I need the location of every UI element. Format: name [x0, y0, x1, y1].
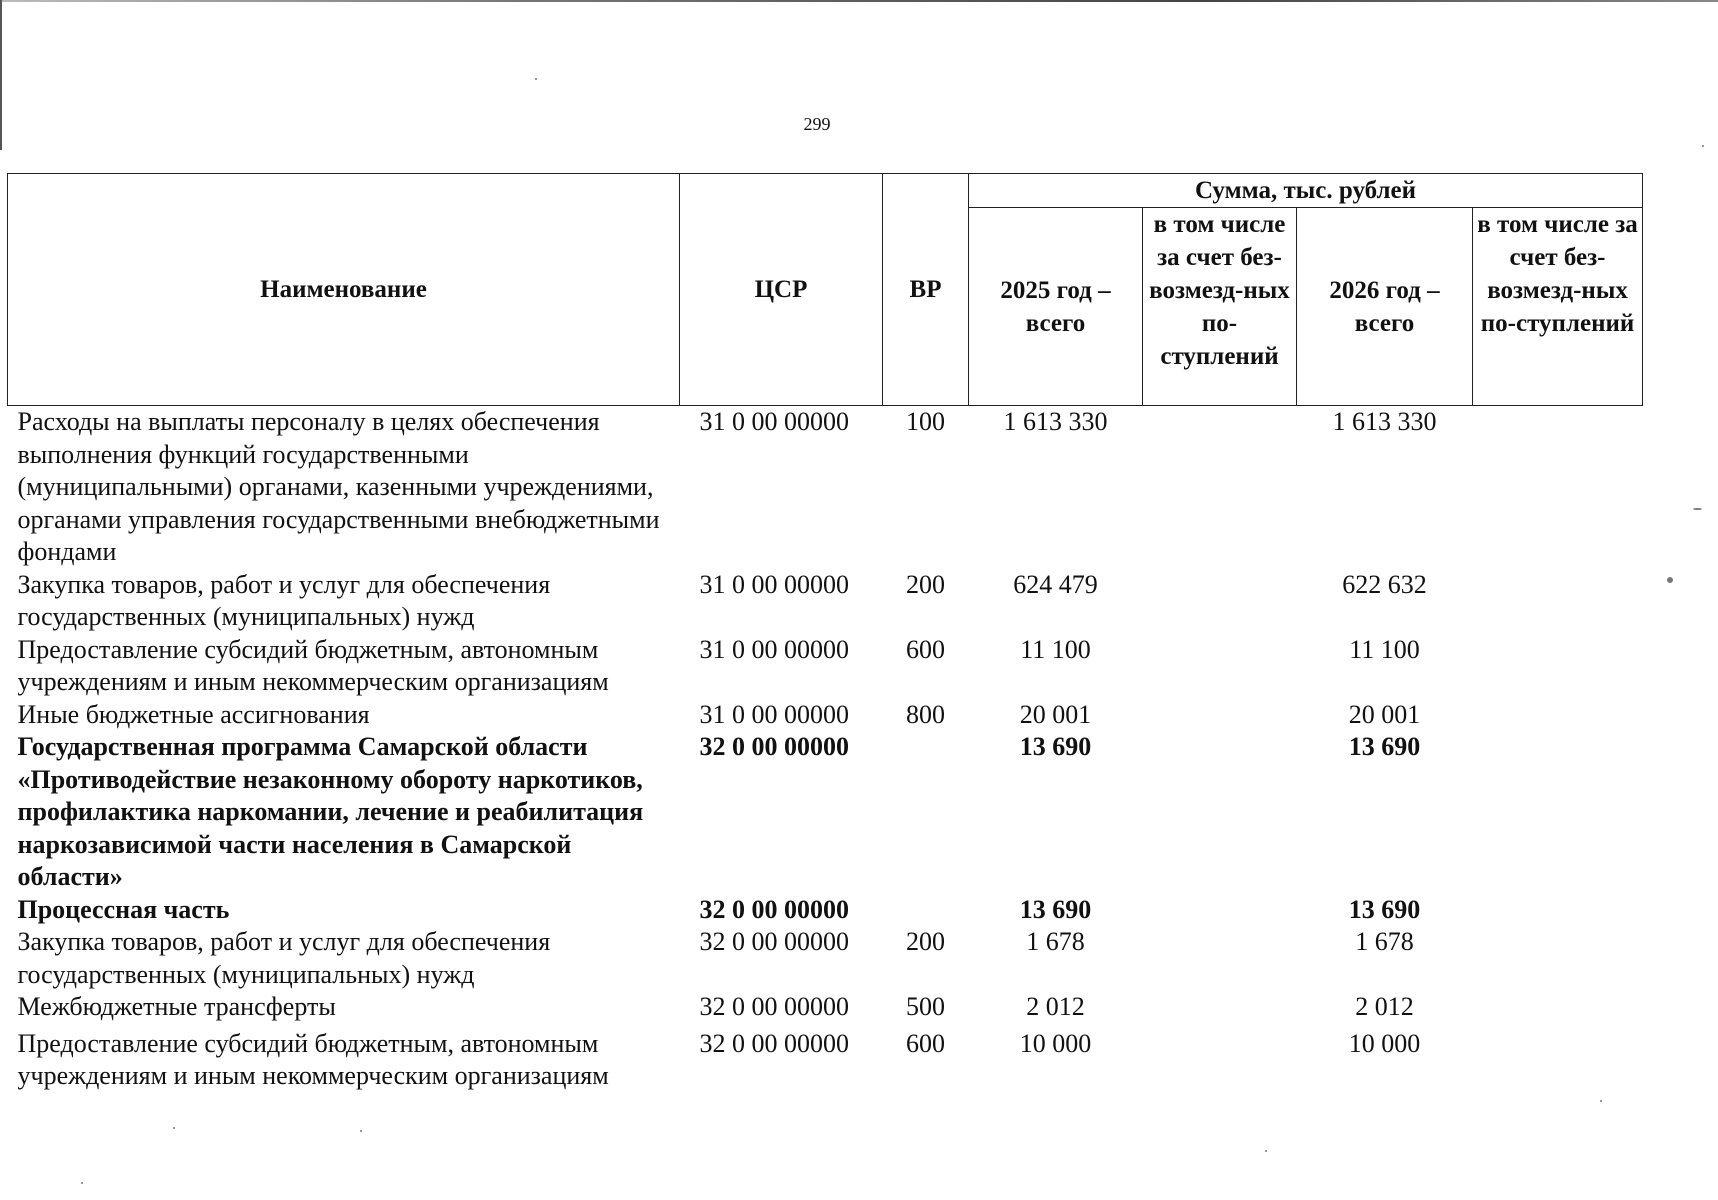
table-row-subtotal	[8, 894, 1643, 927]
row-2026-grants	[1473, 406, 1643, 569]
page-number: 299	[803, 114, 831, 134]
row-2026-total: 2 012	[1355, 992, 1414, 1021]
header-2025-total: 2025 год – всего	[969, 208, 1143, 406]
scan-speck	[1667, 577, 1673, 583]
scan-speck	[535, 78, 537, 80]
table-row-program	[8, 731, 1643, 894]
header-sum-group: Сумма, тыс. рублей	[969, 174, 1643, 208]
table-row	[8, 699, 1643, 732]
row-2026-total: 10 000	[1348, 1028, 1421, 1058]
table-row	[8, 991, 1643, 1024]
row-2025-grants	[1143, 991, 1297, 1024]
row-vr	[883, 894, 969, 927]
scan-speck	[1265, 1150, 1267, 1152]
scan-speck	[1693, 508, 1702, 510]
row-2025-total: 11 100	[1020, 634, 1091, 664]
header-2026-grants: в том числе за счет без-возмезд-ных по-ступлений	[1473, 208, 1643, 406]
row-vr: 600	[906, 634, 945, 664]
row-name: Государственная программа Самарской области «Противодействие незаконному обороту наркотиков, профилактика наркомании, лечение и реабилитация наркозависимой части населения в Самарской области»	[17, 732, 644, 891]
table-row	[8, 634, 1643, 699]
row-2025-total: 1 678	[1026, 927, 1085, 956]
scan-speck	[173, 1127, 175, 1129]
row-2026-total: 622 632	[1342, 569, 1427, 599]
table-row	[8, 406, 1643, 569]
row-csr: 32 0 00 00000	[699, 1028, 849, 1058]
row-vr: 200	[906, 927, 945, 956]
row-2026-grants	[1473, 926, 1643, 991]
row-2026-grants	[1473, 699, 1643, 732]
table-row	[8, 926, 1643, 991]
row-2025-grants	[1143, 699, 1297, 732]
header-2026-total: 2026 год – всего	[1297, 208, 1473, 406]
header-csr: ЦСР	[680, 174, 883, 406]
row-2025-grants	[1143, 406, 1297, 569]
row-name: Процессная часть	[17, 894, 230, 924]
row-2025-grants	[1143, 634, 1297, 699]
budget-table	[7, 173, 1643, 1093]
row-2025-total: 624 479	[1013, 569, 1098, 599]
table-row	[8, 1024, 1643, 1093]
scan-speck	[1600, 1100, 1602, 1102]
scan-speck	[81, 1182, 83, 1184]
row-csr: 32 0 00 00000	[699, 992, 849, 1021]
row-csr: 32 0 00 00000	[699, 732, 849, 761]
row-csr: 31 0 00 00000	[699, 569, 849, 599]
row-2025-total: 13 690	[1019, 894, 1092, 924]
scan-edge-top	[0, 0, 1718, 2]
row-2026-total: 13 690	[1348, 894, 1421, 924]
row-csr: 31 0 00 00000	[699, 407, 849, 436]
row-2026-grants	[1473, 634, 1643, 699]
row-csr: 32 0 00 00000	[699, 927, 849, 956]
row-vr	[883, 731, 969, 894]
row-2026-grants	[1473, 1024, 1643, 1093]
table-row	[8, 569, 1643, 634]
row-vr: 600	[906, 1028, 945, 1058]
row-name: Расходы на выплаты персоналу в целях обеспечения выполнения функций государственными (муниципальными) органами, казенными учреждениями, органами управления государственными внебюджетными фондами	[17, 407, 660, 566]
scan-edge-left	[0, 0, 2, 150]
scan-speck	[1702, 145, 1704, 147]
row-csr: 32 0 00 00000	[699, 894, 849, 924]
header-vr: ВР	[883, 174, 969, 406]
row-2026-total: 1 613 330	[1332, 407, 1437, 436]
row-2026-grants	[1473, 569, 1643, 634]
row-vr: 800	[906, 699, 945, 729]
scan-speck	[360, 1130, 362, 1132]
row-csr: 31 0 00 00000	[699, 634, 849, 664]
row-2026-total: 20 001	[1348, 699, 1421, 729]
row-vr: 100	[906, 407, 945, 436]
row-vr: 200	[906, 569, 945, 599]
row-name: Закупка товаров, работ и услуг для обеспечения государственных (муниципальных) нужд	[17, 569, 551, 631]
row-2025-grants	[1143, 894, 1297, 927]
row-2026-grants	[1473, 894, 1643, 927]
row-name: Межбюджетные трансферты	[17, 992, 336, 1021]
row-2025-total: 1 613 330	[1003, 407, 1108, 436]
row-2025-total: 20 001	[1019, 699, 1092, 729]
row-2026-total: 1 678	[1355, 927, 1414, 956]
row-2025-grants	[1143, 569, 1297, 634]
row-2025-total: 10 000	[1019, 1028, 1092, 1058]
row-2026-total: 11 100	[1349, 634, 1420, 664]
row-2026-grants	[1473, 991, 1643, 1024]
row-2025-grants	[1143, 1024, 1297, 1093]
row-csr: 31 0 00 00000	[699, 699, 849, 729]
row-2026-grants	[1473, 731, 1643, 894]
row-2025-grants	[1143, 731, 1297, 894]
header-name: Наименование	[8, 174, 680, 406]
row-2025-total: 13 690	[1019, 732, 1092, 761]
row-name: Иные бюджетные ассигнования	[17, 699, 370, 729]
row-name: Предоставление субсидий бюджетным, автономным учреждениям и иным некоммерческим организациям	[17, 634, 609, 696]
row-vr: 500	[906, 992, 945, 1021]
row-2025-total: 2 012	[1026, 992, 1085, 1021]
row-2026-total: 13 690	[1348, 732, 1421, 761]
row-2025-grants	[1143, 926, 1297, 991]
header-2025-grants: в том числе за счет без-возмезд-ных по-ступлений	[1143, 208, 1297, 406]
row-name: Закупка товаров, работ и услуг для обеспечения государственных (муниципальных) нужд	[17, 927, 551, 989]
row-name: Предоставление субсидий бюджетным, автономным учреждениям и иным некоммерческим организациям	[17, 1028, 609, 1090]
